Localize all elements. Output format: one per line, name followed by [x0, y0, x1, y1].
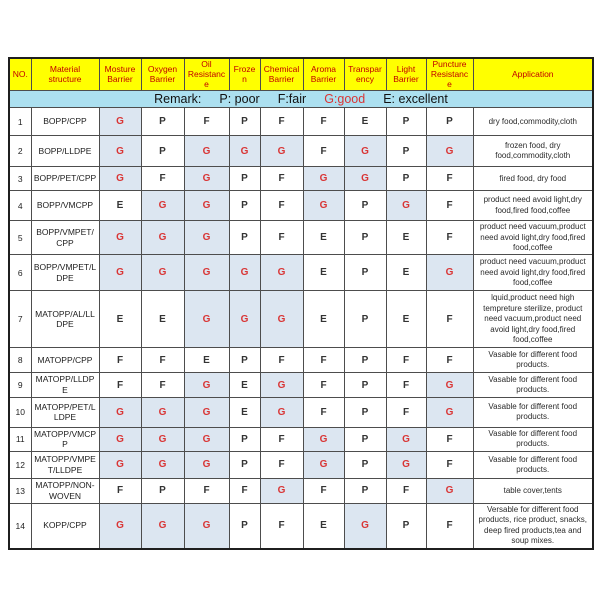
application-cell: dry food,commodity,cloth: [473, 108, 593, 136]
row-number: 8: [9, 348, 31, 373]
grade-cell: P: [344, 255, 386, 291]
grade-cell: G: [99, 255, 141, 291]
grade-cell: F: [386, 373, 426, 397]
grade-cell: F: [426, 348, 473, 373]
grade-cell: P: [344, 348, 386, 373]
grade-cell: G: [99, 503, 141, 548]
table-row: [9, 108, 593, 136]
grade-cell: G: [260, 136, 303, 167]
row-number: 6: [9, 255, 31, 291]
grade-cell: E: [303, 291, 344, 348]
remark-prefix: Remark:: [154, 92, 202, 107]
grade-cell: G: [141, 503, 184, 548]
grade-cell: G: [344, 136, 386, 167]
grade-cell: G: [184, 136, 229, 167]
row-number: 3: [9, 167, 31, 191]
grade-cell: E: [386, 255, 426, 291]
grade-cell: F: [426, 221, 473, 255]
application-cell: Vasable for different food products.: [473, 451, 593, 478]
table-row: [9, 255, 593, 291]
grade-cell: E: [99, 191, 141, 221]
column-header-mosture-barrier: Mosture Barrier: [99, 58, 141, 91]
grade-cell: F: [303, 136, 344, 167]
table-row: [9, 478, 593, 503]
row-number: 14: [9, 503, 31, 548]
table-row: [9, 503, 593, 548]
grade-cell: P: [229, 451, 260, 478]
row-number: 9: [9, 373, 31, 397]
column-header-no: NO.: [9, 58, 31, 91]
grade-cell: G: [260, 291, 303, 348]
material-structure: BOPP/VMPET/CPP: [31, 221, 99, 255]
column-header-transparency: Transparency: [344, 58, 386, 91]
remark-legend: [9, 91, 593, 108]
grade-cell: G: [426, 136, 473, 167]
application-cell: product need vacuum,product need avoid light,dry food,fired food,coffee: [473, 221, 593, 255]
material-structure: MATOPP/LLDPE: [31, 373, 99, 397]
grade-cell: P: [229, 348, 260, 373]
grade-cell: P: [229, 191, 260, 221]
grade-cell: G: [344, 167, 386, 191]
grade-cell: G: [426, 397, 473, 427]
grade-cell: F: [260, 221, 303, 255]
application-cell: product need avoid light,dry food,fired food,coffee: [473, 191, 593, 221]
grade-cell: G: [344, 503, 386, 548]
application-cell: Versable for different food products, rice product, snacks, deep fired products,tea and soup mixes.: [473, 503, 593, 548]
grade-cell: G: [184, 255, 229, 291]
grade-cell: E: [141, 291, 184, 348]
grade-cell: G: [184, 373, 229, 397]
application-cell: frozen food, dry food,commodity,cloth: [473, 136, 593, 167]
table-row: [9, 451, 593, 478]
grade-cell: G: [141, 451, 184, 478]
grade-cell: G: [260, 255, 303, 291]
grade-cell: P: [344, 478, 386, 503]
grade-cell: E: [229, 373, 260, 397]
grade-cell: P: [386, 503, 426, 548]
grade-cell: G: [184, 503, 229, 548]
grade-cell: G: [99, 427, 141, 451]
table-row: [9, 373, 593, 397]
grade-cell: F: [386, 397, 426, 427]
application-cell: table cover,tents: [473, 478, 593, 503]
grade-cell: P: [229, 503, 260, 548]
material-structure: MATOPP/CPP: [31, 348, 99, 373]
row-number: 12: [9, 451, 31, 478]
grade-cell: P: [344, 451, 386, 478]
column-header-oxygen-barrier: Oxygen Barrier: [141, 58, 184, 91]
grade-cell: G: [260, 478, 303, 503]
material-structure: BOPP/CPP: [31, 108, 99, 136]
grade-cell: G: [303, 451, 344, 478]
grade-cell: P: [386, 167, 426, 191]
grade-cell: P: [426, 108, 473, 136]
grade-cell: P: [229, 108, 260, 136]
material-structure: BOPP/VMCPP: [31, 191, 99, 221]
row-number: 10: [9, 397, 31, 427]
grade-cell: E: [344, 108, 386, 136]
grade-cell: G: [260, 373, 303, 397]
grade-cell: E: [303, 503, 344, 548]
grade-cell: E: [99, 291, 141, 348]
column-header-light-barrier: Light Barrier: [386, 58, 426, 91]
grade-cell: G: [141, 427, 184, 451]
grade-cell: G: [99, 167, 141, 191]
table-body: [9, 108, 593, 549]
grade-cell: G: [184, 427, 229, 451]
grade-cell: F: [303, 348, 344, 373]
grade-cell: F: [99, 348, 141, 373]
table-header-row: [9, 58, 593, 91]
grade-cell: F: [303, 478, 344, 503]
row-number: 11: [9, 427, 31, 451]
grade-cell: G: [229, 291, 260, 348]
grade-cell: G: [184, 191, 229, 221]
grade-cell: F: [260, 167, 303, 191]
legend-good: G:good: [324, 92, 366, 107]
grade-cell: G: [184, 451, 229, 478]
table-row: [9, 136, 593, 167]
grade-cell: F: [260, 191, 303, 221]
table-row: [9, 167, 593, 191]
column-header-aroma-barrier: Aroma Barrier: [303, 58, 344, 91]
grade-cell: G: [184, 291, 229, 348]
grade-cell: P: [344, 427, 386, 451]
application-cell: product need vacuum,product need avoid light,dry food,fired food,coffee: [473, 255, 593, 291]
grade-cell: E: [303, 221, 344, 255]
row-number: 1: [9, 108, 31, 136]
grade-cell: G: [303, 167, 344, 191]
row-number: 4: [9, 191, 31, 221]
remark-row: [9, 91, 593, 108]
grade-cell: F: [260, 108, 303, 136]
grade-cell: G: [184, 221, 229, 255]
grade-cell: F: [184, 478, 229, 503]
material-structure: KOPP/CPP: [31, 503, 99, 548]
grade-cell: G: [229, 136, 260, 167]
grade-cell: E: [184, 348, 229, 373]
grade-cell: G: [141, 397, 184, 427]
row-number: 5: [9, 221, 31, 255]
table-row: [9, 221, 593, 255]
grade-cell: F: [141, 373, 184, 397]
grade-cell: F: [99, 478, 141, 503]
column-header-oil-resistance: Oil Resistance: [184, 58, 229, 91]
grade-cell: G: [386, 427, 426, 451]
material-properties-table: [8, 57, 594, 550]
application-cell: Vasable for different food products.: [473, 348, 593, 373]
application-cell: lquid,product need high tempreture sterilize, product need vacuum,product need avoid light,dry food,fired food,coffee: [473, 291, 593, 348]
grade-cell: G: [99, 451, 141, 478]
grade-cell: E: [303, 255, 344, 291]
grade-cell: F: [303, 108, 344, 136]
table-row: [9, 427, 593, 451]
grade-cell: P: [344, 291, 386, 348]
grade-cell: F: [184, 108, 229, 136]
grade-cell: E: [229, 397, 260, 427]
grade-cell: P: [386, 136, 426, 167]
grade-cell: P: [344, 221, 386, 255]
grade-cell: P: [141, 108, 184, 136]
material-structure: MATOPP/VMPET/LLDPE: [31, 451, 99, 478]
material-structure: MATOPP/NON-WOVEN: [31, 478, 99, 503]
grade-cell: E: [386, 291, 426, 348]
grade-cell: F: [260, 427, 303, 451]
legend-excellent: E: excellent: [383, 92, 448, 107]
grade-cell: F: [99, 373, 141, 397]
grade-cell: F: [426, 503, 473, 548]
material-structure: MATOPP/AL/LLDPE: [31, 291, 99, 348]
row-number: 7: [9, 291, 31, 348]
legend-fair: F:fair: [277, 92, 307, 107]
material-structure: BOPP/VMPET/LDPE: [31, 255, 99, 291]
table-row: [9, 291, 593, 348]
grade-cell: G: [99, 397, 141, 427]
grade-cell: F: [141, 348, 184, 373]
grade-cell: G: [99, 221, 141, 255]
legend-poor: P: poor: [219, 92, 260, 107]
grade-cell: P: [229, 221, 260, 255]
grade-cell: G: [426, 255, 473, 291]
grade-cell: F: [260, 503, 303, 548]
grade-cell: F: [386, 348, 426, 373]
grade-cell: G: [229, 255, 260, 291]
row-number: 13: [9, 478, 31, 503]
column-header-puncture-resistance: Puncture Resistance: [426, 58, 473, 91]
grade-cell: G: [99, 136, 141, 167]
grade-cell: P: [344, 397, 386, 427]
material-structure: BOPP/PET/CPP: [31, 167, 99, 191]
grade-cell: F: [426, 191, 473, 221]
table-row: [9, 191, 593, 221]
grade-cell: F: [141, 167, 184, 191]
grade-cell: G: [426, 373, 473, 397]
column-header-chemical-barrier: Chemical Barrier: [260, 58, 303, 91]
grade-cell: F: [426, 451, 473, 478]
application-cell: Vasable for different food products.: [473, 397, 593, 427]
grade-cell: G: [426, 478, 473, 503]
grade-cell: G: [184, 397, 229, 427]
grade-cell: G: [260, 397, 303, 427]
row-number: 2: [9, 136, 31, 167]
grade-cell: P: [141, 478, 184, 503]
grade-cell: P: [344, 373, 386, 397]
grade-cell: F: [303, 373, 344, 397]
grade-cell: F: [260, 348, 303, 373]
grade-cell: F: [229, 478, 260, 503]
material-structure: MATOPP/VMCPP: [31, 427, 99, 451]
grade-cell: G: [99, 108, 141, 136]
material-structure: MATOPP/PET/LLDPE: [31, 397, 99, 427]
table-row: [9, 397, 593, 427]
application-cell: Vasable for different food products.: [473, 373, 593, 397]
grade-cell: F: [426, 167, 473, 191]
grade-cell: G: [386, 191, 426, 221]
grade-cell: F: [260, 451, 303, 478]
application-cell: fired food, dry food: [473, 167, 593, 191]
grade-cell: G: [184, 167, 229, 191]
material-structure: BOPP/LLDPE: [31, 136, 99, 167]
grade-cell: G: [141, 221, 184, 255]
grade-cell: G: [303, 191, 344, 221]
grade-cell: P: [386, 108, 426, 136]
grade-cell: G: [141, 191, 184, 221]
grade-cell: P: [344, 191, 386, 221]
grade-cell: E: [386, 221, 426, 255]
grade-cell: P: [229, 167, 260, 191]
application-cell: Vasable for different food products.: [473, 427, 593, 451]
column-header-material-structure: Material structure: [31, 58, 99, 91]
grade-cell: P: [141, 136, 184, 167]
column-header-frozen: Frozen: [229, 58, 260, 91]
column-header-application: Application: [473, 58, 593, 91]
grade-cell: F: [426, 291, 473, 348]
grade-cell: F: [303, 397, 344, 427]
table-row: [9, 348, 593, 373]
grade-cell: F: [386, 478, 426, 503]
grade-cell: F: [426, 427, 473, 451]
grade-cell: G: [386, 451, 426, 478]
grade-cell: P: [229, 427, 260, 451]
grade-cell: G: [141, 255, 184, 291]
grade-cell: G: [303, 427, 344, 451]
